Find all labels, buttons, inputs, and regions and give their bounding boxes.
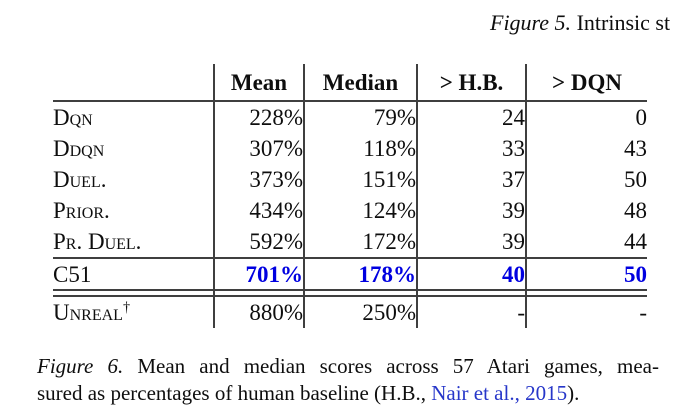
cell-gt-hb: 33 <box>418 133 527 164</box>
cell-median: 250% <box>305 297 418 328</box>
header-mean: Mean <box>215 64 305 102</box>
cell-mean: 373% <box>215 164 305 195</box>
table-row-prior <box>53 195 647 226</box>
row-label <box>53 297 215 328</box>
header-empty <box>53 64 215 102</box>
row-label: Dqn <box>53 102 215 133</box>
figure6-caption-line2-prefix: sured as percentages of human baseline (H.B., <box>37 381 432 405</box>
cell-gt-hb: 39 <box>418 195 527 226</box>
cell-gt-hb: - <box>418 297 527 328</box>
table-row-c51 <box>53 257 647 291</box>
dagger-mark: † <box>122 299 131 316</box>
cell-median: 151% <box>305 164 418 195</box>
cell-gt-hb: 39 <box>418 226 527 257</box>
table-row-dqn <box>53 102 647 133</box>
header-gt-hb: > H.B. <box>418 64 527 102</box>
table-row-duel <box>53 164 647 195</box>
cell-gt-dqn: 44 <box>624 229 647 254</box>
cell-median: 178% <box>305 257 418 291</box>
cell-gt-dqn: 50 <box>624 167 647 192</box>
cell-gt-dqn: 48 <box>624 198 647 223</box>
figure6-caption-line2-suffix: ). <box>567 381 580 405</box>
cell-mean: 434% <box>215 195 305 226</box>
figure6-caption <box>37 353 659 407</box>
cell-mean: 592% <box>215 226 305 257</box>
figure6-caption-label: Figure 6. <box>37 354 124 378</box>
cell-median: 124% <box>305 195 418 226</box>
header-median: Median <box>305 64 418 102</box>
row-label: Duel. <box>53 164 215 195</box>
cell-gt-hb: 40 <box>418 257 527 291</box>
cell-gt-dqn: 50 <box>527 257 647 291</box>
cell-gt-hb: 24 <box>418 102 527 133</box>
row-label: Ddqn <box>53 133 215 164</box>
table-header-row <box>53 64 647 102</box>
figure6-caption-line1-text: Mean and median scores across 57 Atari games, mea- <box>137 354 659 378</box>
cell-mean: 701% <box>215 257 305 291</box>
cell-median: 79% <box>305 102 418 133</box>
cell-gt-dqn: 0 <box>635 105 647 130</box>
score-table <box>53 64 647 328</box>
unreal-label: Unreal <box>53 300 123 325</box>
figure6-caption-line1 <box>37 353 659 380</box>
figure5-caption <box>490 10 670 36</box>
row-label: Prior. <box>53 195 215 226</box>
row-label: C51 <box>53 257 215 291</box>
citation-link[interactable]: Nair et al., 2015 <box>431 381 568 405</box>
cell-median: 118% <box>305 133 418 164</box>
figure6-caption-line2 <box>37 380 659 407</box>
header-gt-dqn: > DQN <box>527 64 647 102</box>
cell-median: 172% <box>305 226 418 257</box>
table-row-ddqn <box>53 133 647 164</box>
table-row-unreal <box>53 297 647 328</box>
cell-mean: 307% <box>215 133 305 164</box>
table-row-pr-duel <box>53 226 647 257</box>
cell-mean: 880% <box>215 297 305 328</box>
figure5-caption-text: Intrinsic st <box>576 10 671 35</box>
row-label: Pr. Duel. <box>53 226 215 257</box>
figure5-caption-label: Figure 5. <box>490 10 572 35</box>
cell-gt-hb: 37 <box>418 164 527 195</box>
cell-gt-dqn: 43 <box>624 136 647 161</box>
cell-gt-dqn: - <box>639 300 647 325</box>
cell-mean: 228% <box>215 102 305 133</box>
